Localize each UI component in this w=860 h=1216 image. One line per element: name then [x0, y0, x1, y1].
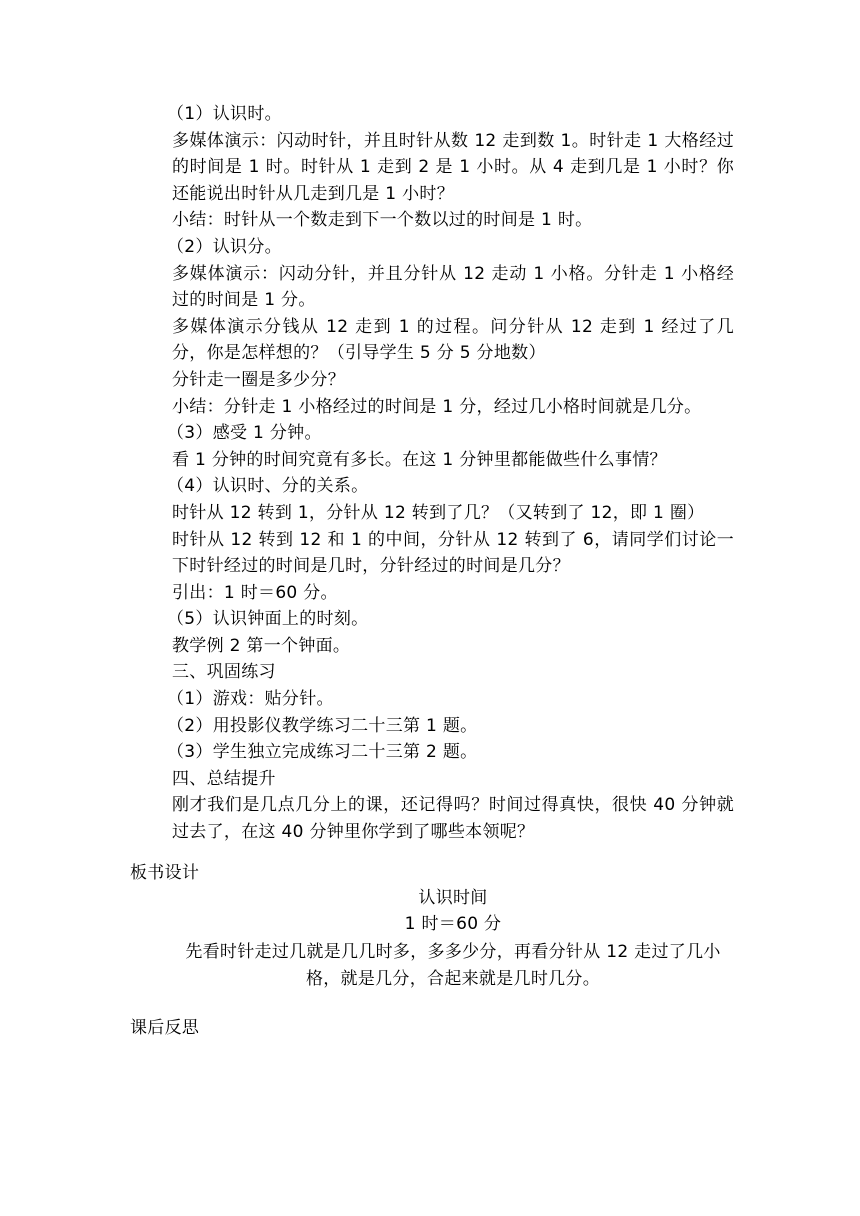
summary-hours: 小结：时针从一个数走到下一个数以过的时间是 1 时。: [172, 210, 593, 231]
demo-hour-hand: 多媒体演示：闪动时针，并且时针从数 12 走到数 1。时针走 1 大格经过的时间是 1 时。时针从 1 走到 2 是 1 小时。从 4 走到几是 1 小时？你还能说出时针从几走到几是 1 小时？: [172, 130, 734, 204]
relation-question-1: 时针从 12 转到 1，分针从 12 转到了几？（又转到了 12，即 1 圈）: [172, 502, 705, 523]
practice-item-2: （2）用投影仪教学练习二十三第 1 题。: [167, 715, 478, 736]
board-design-heading: 板书设计: [130, 863, 200, 883]
lesson-body: [167, 101, 734, 846]
section-heading-hours: （1）认识时。: [167, 104, 282, 124]
section-heading-minutes: （2）认识分。: [167, 236, 282, 257]
closing-question: 刚才我们是几点几分上的课，还记得吗？时间过得真快，很快 40 分钟就过去了，在这 40 分钟里你学到了哪些本领呢？: [172, 795, 734, 843]
reflection-heading: 课后反思: [130, 1018, 200, 1038]
summary-minutes: 小结：分针走 1 小格经过的时间是 1 分，经过几小格时间就是几分。: [172, 396, 702, 417]
section-heading-summary: 四、总结提升: [172, 768, 276, 789]
demo-minute-hand: 多媒体演示：闪动分针，并且分针从 12 走动 1 小格。分针走 1 小格经过的时间是 1 分。: [172, 263, 734, 311]
practice-item-1: （1）游戏：贴分针。: [167, 689, 334, 710]
example-2: 教学例 2 第一个钟面。: [172, 635, 351, 656]
board-formula: 1 时＝60 分: [404, 914, 502, 934]
board-summary: 先看时针走过几就是几几时多，多多少分，再看分针从 12 走过了几小格，就是几分，合起来就是几时几分。: [185, 942, 721, 989]
section-heading-one-minute: （3）感受 1 分钟。: [167, 423, 322, 444]
one-minute-activity: 看 1 分钟的时间究竟有多长。在这 1 分钟里都能做些什么事情？: [172, 449, 667, 470]
practice-item-3: （3）学生独立完成练习二十三第 2 题。: [167, 742, 478, 763]
relation-question-2: 时针从 12 转到 12 和 1 的中间，分针从 12 转到了 6，请同学们讨论一下时针经过的时间是几时，分针经过的时间是几分？: [172, 529, 734, 577]
demo-minute-12-to-1: 多媒体演示分钱从 12 走到 1 的过程。问分针从 12 走到 1 经过了几分，你是怎样想的？（引导学生 5 分 5 分地数）: [172, 316, 734, 364]
section-heading-clock-reading: （5）认识钟面上的时刻。: [167, 609, 369, 630]
relation-conclusion: 引出：1 时＝60 分。: [172, 582, 338, 603]
question-full-circle: 分针走一圈是多少分？: [172, 369, 345, 390]
section-heading-practice: 三、巩固练习: [172, 662, 276, 683]
section-heading-relation: （4）认识时、分的关系。: [167, 476, 369, 497]
board-title: 认识时间: [418, 888, 488, 908]
